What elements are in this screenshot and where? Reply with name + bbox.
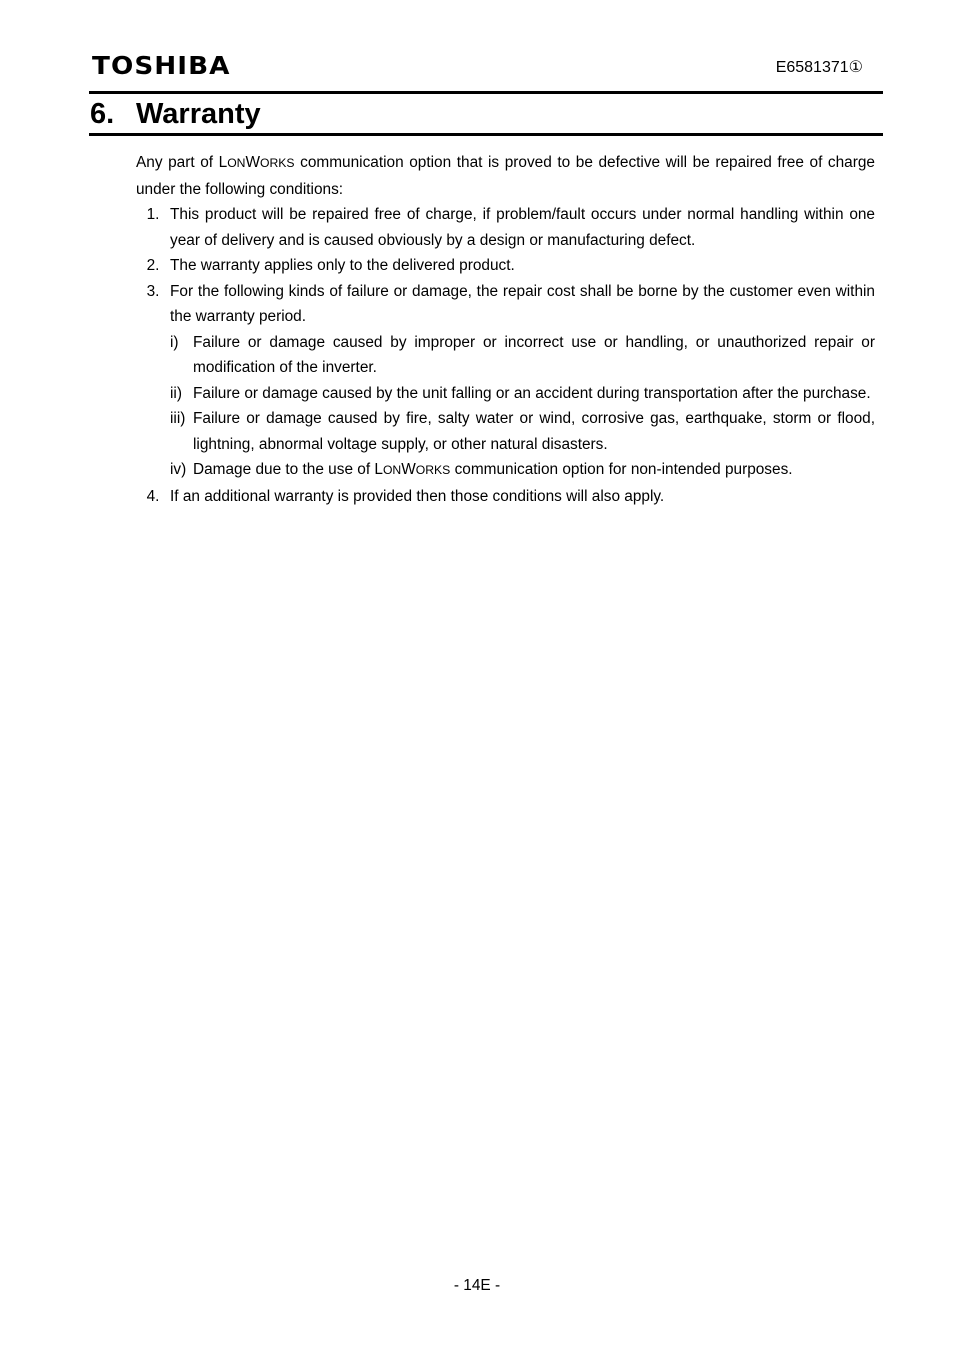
condition-marker: 1. (146, 206, 160, 223)
exception-item (170, 381, 875, 407)
heading-bottom-rule (89, 133, 883, 136)
exception-item (170, 406, 875, 457)
section-heading (90, 96, 261, 132)
exception-item (170, 457, 875, 484)
lonworks-brand: LONWORKS (374, 461, 451, 478)
exception-marker: iv) (170, 461, 187, 478)
condition-marker: 3. (146, 282, 160, 300)
exception-text: Failure or damage caused by fire, salty water or wind, corrosive gas, earthquake, storm or flood, lightning, abnormal voltage supply, or other natural disasters. (193, 410, 875, 453)
lonworks-brand: LONWORKS (218, 154, 295, 171)
condition-text: The warranty applies only to the delivered product. (170, 257, 515, 274)
section-number: 6. (90, 98, 115, 130)
section-title: Warranty (136, 98, 261, 130)
exception-marker: ii) (170, 384, 182, 402)
condition-item (136, 484, 875, 510)
heading-top-rule (89, 91, 883, 94)
warranty-body (136, 150, 875, 509)
condition-item (136, 253, 875, 279)
exception-text: Failure or damage caused by improper or incorrect use or handling, or unauthorized repair or modification of the inverter. (193, 333, 875, 376)
condition-item (136, 279, 875, 330)
exception-text: Damage due to the use of LONWORKS communication option for non-intended purposes. (193, 461, 793, 478)
condition-marker: 2. (146, 257, 160, 274)
condition-text: If an additional warranty is provided then those conditions will also apply. (170, 487, 665, 505)
exception-marker: iii) (170, 410, 186, 427)
page-number: - 14E - (453, 1277, 501, 1294)
intro-paragraph: Any part of LONWORKS communication option that is proved to be defective will be repaired free of charge under the following conditions: (136, 154, 875, 198)
condition-item (136, 202, 875, 253)
exception-text: Failure or damage caused by the unit falling or an accident during transportation after the purchase. (193, 384, 871, 402)
exception-item (170, 330, 875, 381)
condition-marker: 4. (146, 487, 160, 505)
exception-marker: i) (170, 333, 179, 351)
condition-text: For the following kinds of failure or damage, the repair cost shall be borne by the customer even within the warranty period. (170, 282, 875, 325)
condition-text: This product will be repaired free of charge, if problem/fault occurs under normal handling within one year of delivery and is caused obviously by a design or manufacturing defect. (170, 206, 875, 249)
document-code: E6581371① (775, 59, 863, 76)
toshiba-logo: TOSHIBA (92, 51, 231, 80)
